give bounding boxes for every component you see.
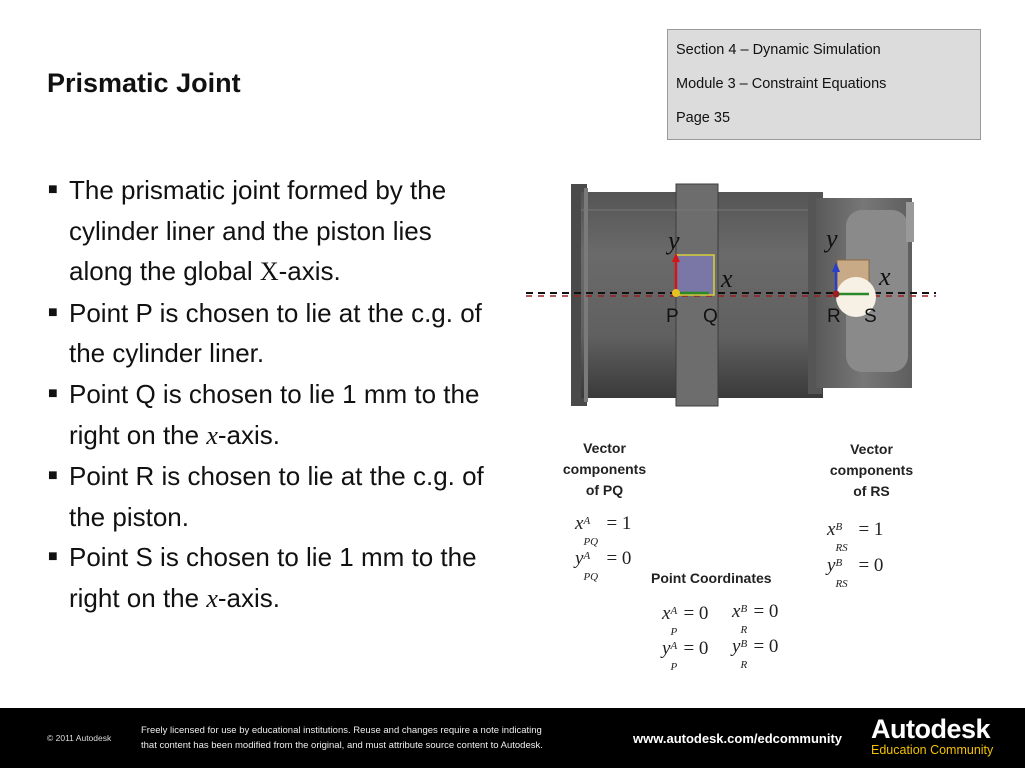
prismatic-joint-diagram xyxy=(526,180,936,410)
bullet-list xyxy=(46,170,486,620)
bullet-item: ■ Point S is chosen to lie 1 mm to the right on the x-axis. xyxy=(46,537,486,619)
slide-title: Prismatic Joint xyxy=(47,68,241,98)
square-bullet-icon: ■ xyxy=(48,548,58,566)
education-community-label: Education Community xyxy=(871,743,994,757)
license-text: Freely licensed for use by educational institutions. Reuse and changes require a note indicating that content has been modified from the original, and must attribute source content to Autodesk. xyxy=(141,725,543,751)
square-bullet-icon: ■ xyxy=(48,181,58,198)
rs-vector-caption: Vector components of RS xyxy=(829,441,914,499)
bullet-item: ■ Point Q is chosen to lie 1 mm to the right on the x-axis. xyxy=(46,374,486,456)
eq-x-p: x A P = 0 xyxy=(662,603,709,638)
piston-y-axis-label: y xyxy=(826,224,838,253)
copyright-text: © 2011 Autodesk xyxy=(47,733,112,743)
square-bullet-icon: ■ xyxy=(48,467,58,485)
eq-y-rs: y B RS = 0 xyxy=(827,555,884,590)
pq-vector-caption: Vector components of PQ xyxy=(562,440,647,498)
piston-x-axis-label: x xyxy=(879,262,891,291)
liner-x-axis-label: x xyxy=(721,264,733,293)
bullet-item: ■ Point P is chosen to lie at the c.g. of the cylinder liner. xyxy=(46,293,486,374)
footer-bar xyxy=(0,708,1025,768)
eq-y-pq: y A PQ = 0 xyxy=(575,548,632,583)
point-q-label: Q xyxy=(703,306,718,327)
point-coordinates-label: Point Coordinates xyxy=(651,570,772,586)
eq-x-r: x B R = 0 xyxy=(732,601,779,636)
liner-frame-triad xyxy=(672,253,714,297)
edcommunity-link[interactable]: www.autodesk.com/edcommunity xyxy=(633,731,843,746)
liner-y-axis-label: y xyxy=(668,226,680,255)
section-info-box xyxy=(667,29,981,140)
square-bullet-icon: ■ xyxy=(48,303,58,321)
autodesk-logo: Autodesk xyxy=(871,714,991,744)
point-s-label: S xyxy=(864,306,877,327)
point-p-label: P xyxy=(666,306,679,327)
bullet-item: ■ The prismatic joint formed by the cylinder liner and the piston lies along the global X-axis. xyxy=(46,170,486,293)
eq-x-pq: x A PQ = 1 xyxy=(575,513,632,548)
section-label: Section 4 – Dynamic Simulation xyxy=(676,42,881,58)
bullet-item: ■ Point R is chosen to lie at the c.g. of the piston. xyxy=(46,456,486,537)
eq-y-r: y B R = 0 xyxy=(732,636,779,671)
eq-x-rs: x B RS = 1 xyxy=(827,519,884,554)
point-r-label: R xyxy=(827,306,841,327)
square-bullet-icon: ■ xyxy=(48,384,58,402)
page-label: Page 35 xyxy=(676,110,731,126)
module-label: Module 3 – Constraint Equations xyxy=(676,76,887,92)
eq-y-p: y A P = 0 xyxy=(662,638,709,673)
